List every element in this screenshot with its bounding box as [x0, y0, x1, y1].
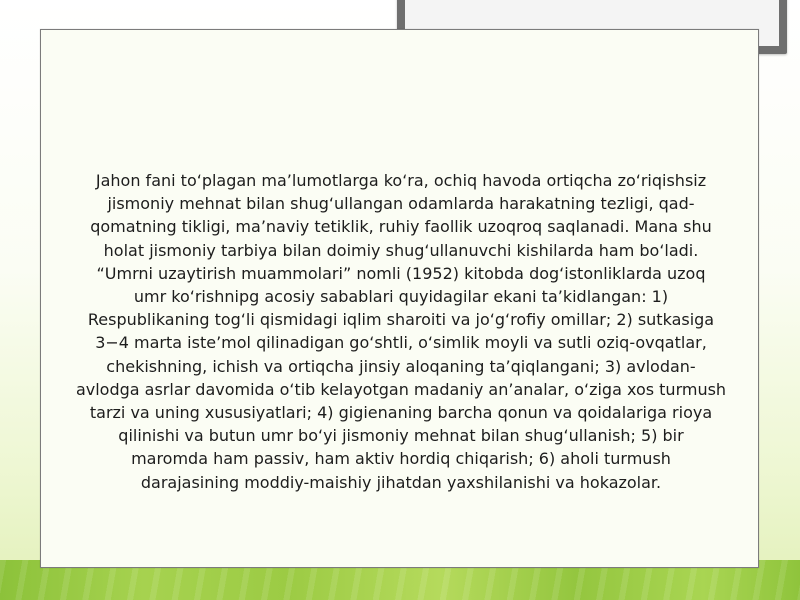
slide-content-card [40, 29, 759, 568]
slide-paragraph: Jahon fani to‘plagan ma’lumotlarga ko‘ra, ochiq havoda ortiqcha zo‘riqishsiz jismoniy mehnat bilan shug‘ullangan odamlarda harakatning tezligi, qad- qomatning tikligi, ma’naviy tetiklik, ruhiy faollik uzoqroq saqlanadi. Mana shu holat jismoniy tarbiya bilan doimiy shug‘ullanuvchi kishilarda ham bo‘ladi. “Umrni uzaytirish muammolari” nomli (1952) kitobda dog‘istonliklarda uzoq umr ko‘rishnipg acosiy sabablari quyidagilar ekani ta’kidlangan: 1) Respublikaning tog‘li qismidagi iqlim sharoiti va jo‘g‘rofiy omillar; 2) sutkasiga 3−4 marta iste’mol qilinadigan go‘shtli, o‘simlik moyli va sutli oziq-ovqatlar, chekishning, ichish va ortiqcha jinsiy aloqaning ta’qiqlangani; 3) avlodan- avlodga asrlar davomida o‘tib kelayotgan madaniy an’analar, o‘ziga xos turmush tarzi va uning xususiyatlari; 4) gigienaning barcha qonun va qoidalariga rioya qilinishi va butun umr bo‘yi jismoniy mehnat bilan shug‘ullanish; 5) bir maromda ham passiv, ham aktiv hordiq chiqarish; 6) aholi turmush darajasining moddiy-maishiy jihatdan yaxshilanishi va hokazolar. [75, 171, 727, 492]
